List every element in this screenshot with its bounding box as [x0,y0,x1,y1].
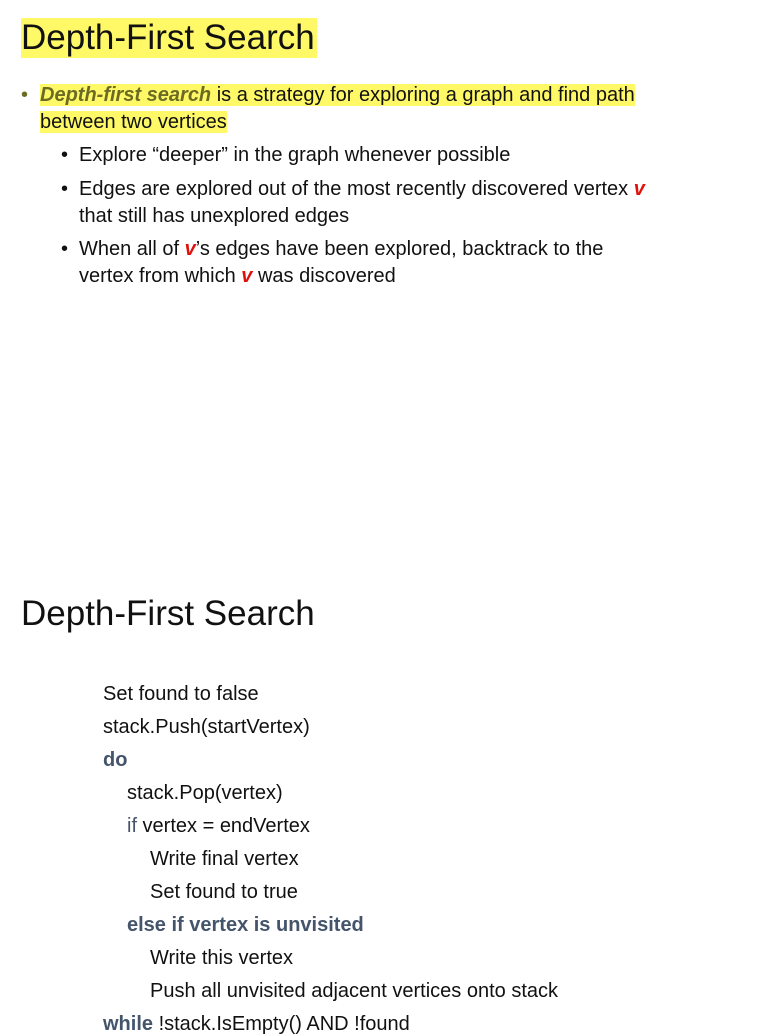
code-keyword-do: do [103,749,128,771]
sub-bullet-3-text-after: ’s edges have been explored, backtrack to the [195,238,604,260]
sub-bullet-3-line2-after: was discovered [252,265,396,287]
bullet-dot-icon: • [61,238,69,260]
main-bullet-text-1: is a strategy for exploring a graph and find path [211,84,635,106]
sub-bullet-1 [61,142,751,169]
sub-bullet-2-text: Edges are explored out of the most recently discovered vertex [79,178,634,200]
code-line: Push all unvisited adjacent vertices onto stack [150,980,558,1002]
slide-2-title: Depth-First Search [21,594,315,633]
sub-bullet-1-text: Explore “deeper” in the graph whenever possible [79,144,511,166]
bullet-dot-icon: • [61,144,69,166]
slide-1-title: Depth-First Search [21,18,315,57]
sub-bullet-3-text: When all of [79,238,185,260]
code-line-if [127,814,310,838]
sub-bullet-3 [61,236,751,290]
bullet-dot-icon: • [61,178,69,200]
code-text: vertex = endVertex [137,815,310,837]
sub-bullet-2-line2: that still has unexplored edges [79,205,350,227]
code-line-while [103,1012,410,1036]
dfs-term: Depth-first search [40,84,212,106]
variable-v: v [184,238,196,260]
main-bullet-text-2: between two vertices [40,111,227,133]
code-keyword-if: if [127,815,137,837]
sub-bullet-2 [61,176,751,230]
variable-v: v [241,265,253,287]
variable-v: v [633,178,645,200]
code-line: Set found to true [150,881,298,903]
code-line: Write this vertex [150,947,293,969]
code-keyword-else-if: else if vertex is unvisited [127,914,364,936]
code-line: Set found to false [103,683,259,705]
code-line: Write final vertex [150,848,299,870]
code-keyword-while: while [103,1013,154,1035]
sub-bullet-3-line2: vertex from which [79,265,242,287]
code-line: stack.Push(startVertex) [103,716,310,738]
main-bullet [21,82,731,136]
code-text: !stack.IsEmpty() AND !found [153,1013,410,1035]
bullet-dot-icon: • [21,84,29,106]
code-line: stack.Pop(vertex) [127,782,283,804]
